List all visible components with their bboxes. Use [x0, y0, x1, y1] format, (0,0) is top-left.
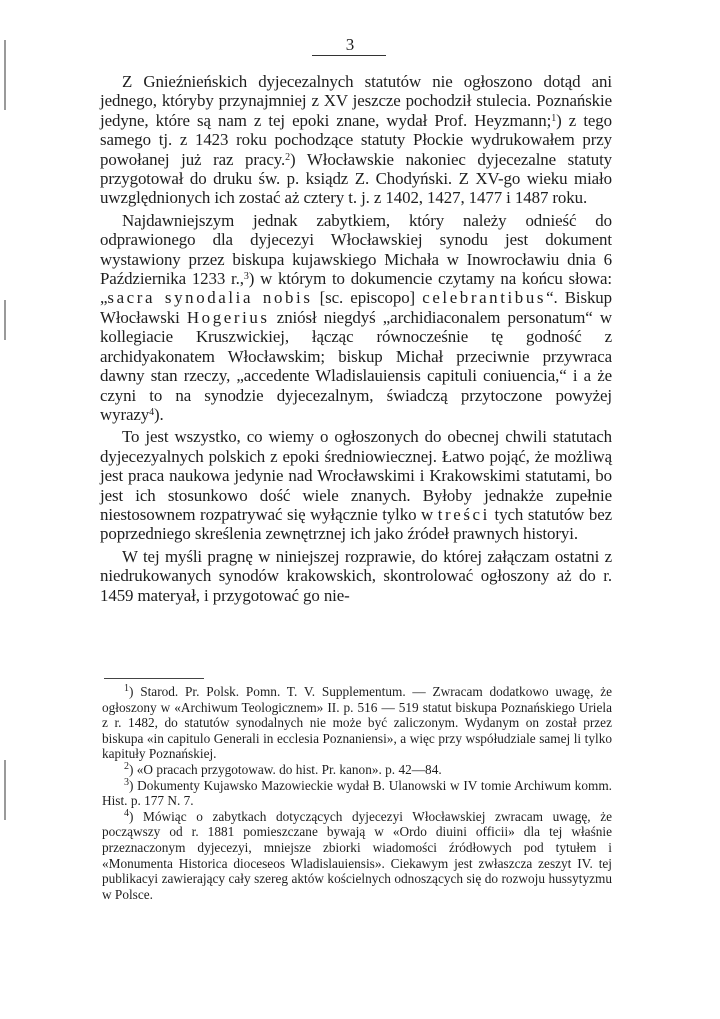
- footnotes: [102, 684, 612, 902]
- footnote-mark: 3: [124, 776, 129, 788]
- paragraph-text: Najdawniejszym jednak zabytkiem, który należy odnieść do odprawionego dla dyjecezyi Włocławskiej synodu jest dokument wystawiony przez biskupa kujawskiego Michała w Inowrocławiu dnia 6 Października 1233 r.,: [100, 210, 612, 289]
- footnote-1: [102, 684, 612, 762]
- paragraph-text: “. Biskup Włocławski: [100, 288, 613, 327]
- spaced-name: Hogerius: [186, 307, 270, 327]
- scan-edge-mark: [4, 300, 6, 340]
- footnote-ref: 1: [551, 112, 557, 124]
- page-number-rule: [312, 55, 386, 56]
- footnote-4: [102, 809, 612, 903]
- paragraph-text: ) z tego samego tj. z 1423 roku pochodzące statuty Płockie wydrukowałem przy powołanej już raz pracy.: [100, 110, 612, 169]
- paragraph-2: [100, 211, 612, 424]
- body-text: [100, 72, 612, 605]
- footnote-mark: 1: [124, 683, 129, 694]
- spaced-quote: sacra synodalia nobis: [107, 288, 313, 308]
- paragraph-3: [100, 427, 612, 543]
- paragraph-text: [sc. episcopo]: [312, 288, 423, 308]
- paragraph-text: ) w którym to dokumencie czytamy na końcu słowa: „: [100, 269, 612, 308]
- footnote-ref: 4: [149, 406, 155, 418]
- spaced-quote: celebrantibus: [422, 288, 547, 308]
- paragraph-text: ).: [154, 404, 164, 424]
- footnote-mark: 2: [124, 760, 129, 772]
- footnote-3: [102, 778, 612, 809]
- paragraph-text: zniósł niegdyś „archidiaconalem personatum“ w kollegiacie Kruszwickiej, łącząc równocześnie tę godność z archidyakonatem Włocławskim; biskup Michał przeciwnie przywraca dawny stan rzeczy, „accedente Wladislauiensis capituli coniuencia,“ i a że czyni to na synodzie dyjecezalnym, świadczą przytoczone powyżej wyrazy: [100, 307, 612, 424]
- footnote-separator: [104, 678, 204, 679]
- paragraph-text: Z Gnieźnieńskich dyjecezalnych statutów nie ogłoszono dotąd ani jednego, któryby przynajmniej z XV jeszcze pochodził stulecia. Poznańskie jedyne, które są nam z tej epoki znane, wydał Prof. Heyzmann;: [100, 72, 612, 130]
- paragraph-1: [100, 72, 612, 208]
- paragraph-text: W tej myśli pragnę w niniejszej rozprawie, do której załączam ostatni z niedrukowanych synodów krakowskich, skontrolować ogłoszony aż do r. 1459 materyał, i przygotować go nie-: [100, 546, 612, 605]
- spaced-word: treści: [437, 504, 490, 524]
- footnote-text: ) Dokumenty Kujawsko Mazowieckie wydał B. Ulanowski w IV tomie Archiwum komm. Hist. p. 177 N. 7.: [102, 777, 612, 809]
- footnote-text: ) Mówiąc o zabytkach dotyczących dyjecezyi Włocławskiej zwracam uwagę, że począwszy od r. 1881 pomieszczane bywają w «Ordo diuini officii» dla tej właśnie przeznaczonym dyjecezyi, mniejsze zbiorki wiadomości źródłowych pod tytułem i «Monumenta Historica dioceseos Wladislauiensis». Ciekawym jest zwłaszcza zeszyt IV. tej publikacyi zawierający cały szereg aktów kościelnych odnoszących się do rozwoju hussytyzmu w Polsce.: [102, 808, 612, 902]
- paragraph-4: [100, 547, 612, 605]
- footnote-ref: 3: [243, 271, 249, 283]
- scan-edge-mark: [4, 40, 6, 110]
- footnote-2: [102, 762, 612, 778]
- scan-edge-mark: [4, 760, 6, 820]
- footnote-ref: 2: [285, 151, 291, 163]
- paragraph-text: ) Włocławskie nakoniec dyjecezalne statuty przygotował do druku św. p. ksiądz Z. Chodyński. Z XV-go wieku miało uwzględnionych ich zostać aż cztery t. j. z 1402, 1427, 1477 i 1487 roku.: [100, 149, 613, 208]
- footnote-text: ) Starod. Pr. Polsk. Pomn. T. V. Supplementum. — Zwracam dodatkowo uwagę, że ogłoszony w «Archiwum Teologicznem» II. p. 516 — 519 statut biskupa Poznańskiego Uriela z r. 1482, do statutów synodalnych nie może być zaliczonym. Wydanym on został przez biskupa «in capitulo Generali in ecclesia Poznaniensi», a więc przy współudziale samej li tylko kapituły Poznańskiej.: [102, 684, 612, 762]
- page-number: 3: [345, 35, 355, 54]
- footnote-text: ) «O pracach przygotowaw. do hist. Pr. kanon». p. 42—84.: [129, 761, 442, 777]
- paragraph-text: To jest wszystko, co wiemy o ogłoszonych do obecnej chwili statutach dyjecezyalnych polskich z epoki średniowiecznej. Łatwo pojąć, że możliwą jest praca naukowa jedynie nad Wrocławskimi i Krakowskimi statutami, bo jest ich stosunkowo dość wiele znanych. Byłoby jednakże zupełnie niestosownem rozpatrywać się wyłącznie tylko w: [100, 427, 612, 524]
- footnote-mark: 4: [124, 807, 129, 819]
- paragraph-text: tych statutów bez poprzedniego skreślenia zewnętrznej ich jako źródeł prawnych historyi.: [100, 504, 613, 544]
